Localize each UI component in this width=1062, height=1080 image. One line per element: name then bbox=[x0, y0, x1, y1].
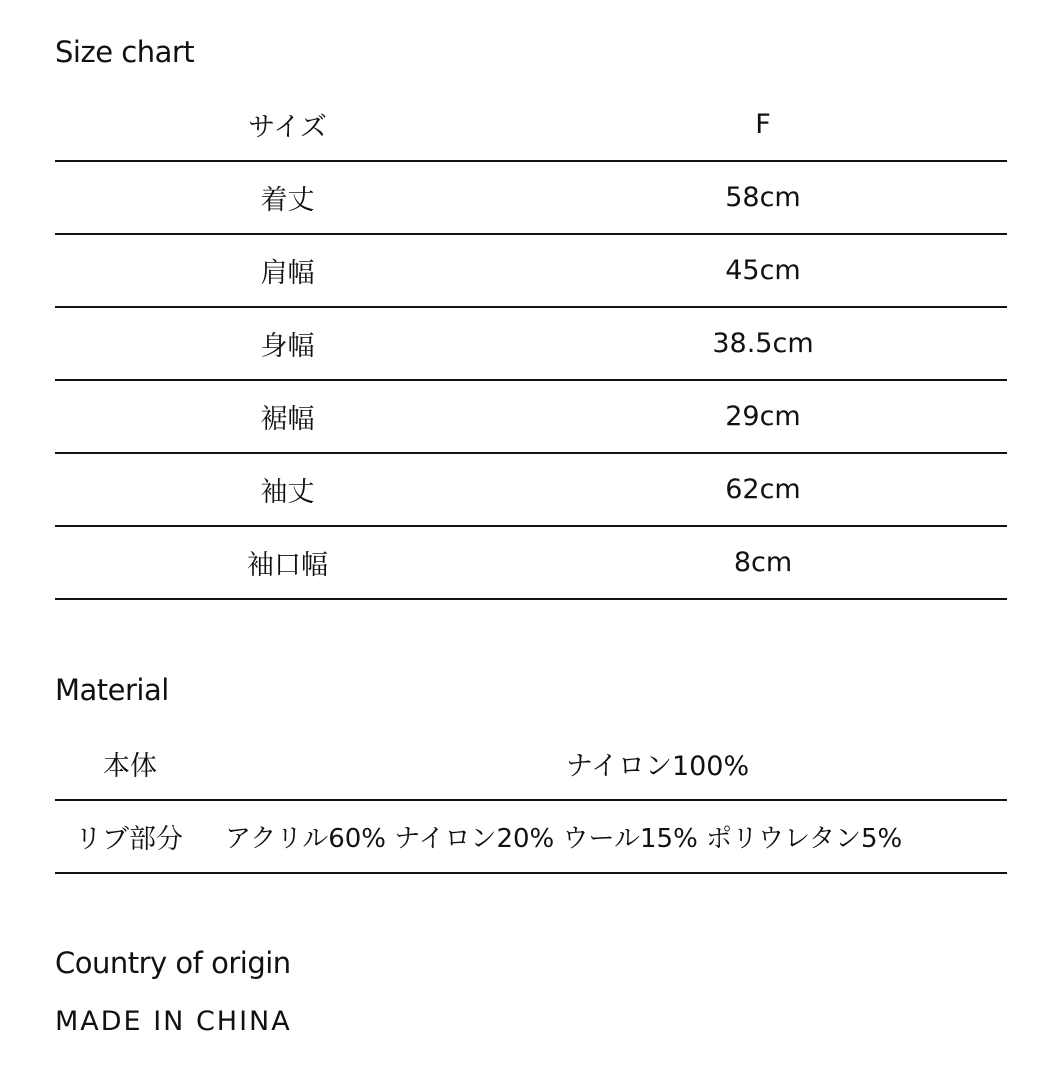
table-row bbox=[55, 801, 1007, 874]
size-chart-table bbox=[55, 89, 1007, 600]
measurement-label: 袖口幅 bbox=[247, 550, 328, 581]
measurement-value: 29cm bbox=[725, 401, 801, 432]
origin-title: Country of origin bbox=[55, 946, 291, 980]
size-chart-header-row bbox=[55, 89, 1007, 162]
table-row bbox=[55, 527, 1007, 600]
size-chart-title: Size chart bbox=[55, 35, 195, 69]
table-row bbox=[55, 308, 1007, 381]
table-row bbox=[55, 235, 1007, 308]
measurement-label: 袖丈 bbox=[260, 477, 315, 508]
measurement-value: 45cm bbox=[725, 255, 801, 286]
size-header-label: サイズ bbox=[248, 112, 327, 143]
measurement-label: 裾幅 bbox=[260, 404, 315, 435]
material-table bbox=[55, 728, 1007, 874]
measurement-value: 8cm bbox=[733, 547, 793, 578]
material-part-label: リブ部分 bbox=[75, 824, 183, 855]
table-row bbox=[55, 381, 1007, 454]
material-title: Material bbox=[55, 673, 169, 707]
measurement-value: 58cm bbox=[725, 182, 801, 213]
origin-value: MADE IN CHINA bbox=[55, 1006, 292, 1037]
size-header-value: F bbox=[755, 109, 771, 140]
measurement-value: 62cm bbox=[725, 474, 801, 505]
measurement-value: 38.5cm bbox=[712, 328, 814, 359]
material-composition: ナイロン100% bbox=[565, 751, 750, 782]
measurement-label: 身幅 bbox=[260, 331, 315, 362]
measurement-label: 着丈 bbox=[260, 185, 315, 216]
table-row bbox=[55, 162, 1007, 235]
measurement-label: 肩幅 bbox=[260, 258, 315, 289]
table-row bbox=[55, 454, 1007, 527]
material-part-label: 本体 bbox=[103, 751, 157, 782]
material-composition: アクリル60% ナイロン20% ウール15% ポリウレタン5% bbox=[225, 824, 903, 854]
table-row bbox=[55, 728, 1007, 801]
